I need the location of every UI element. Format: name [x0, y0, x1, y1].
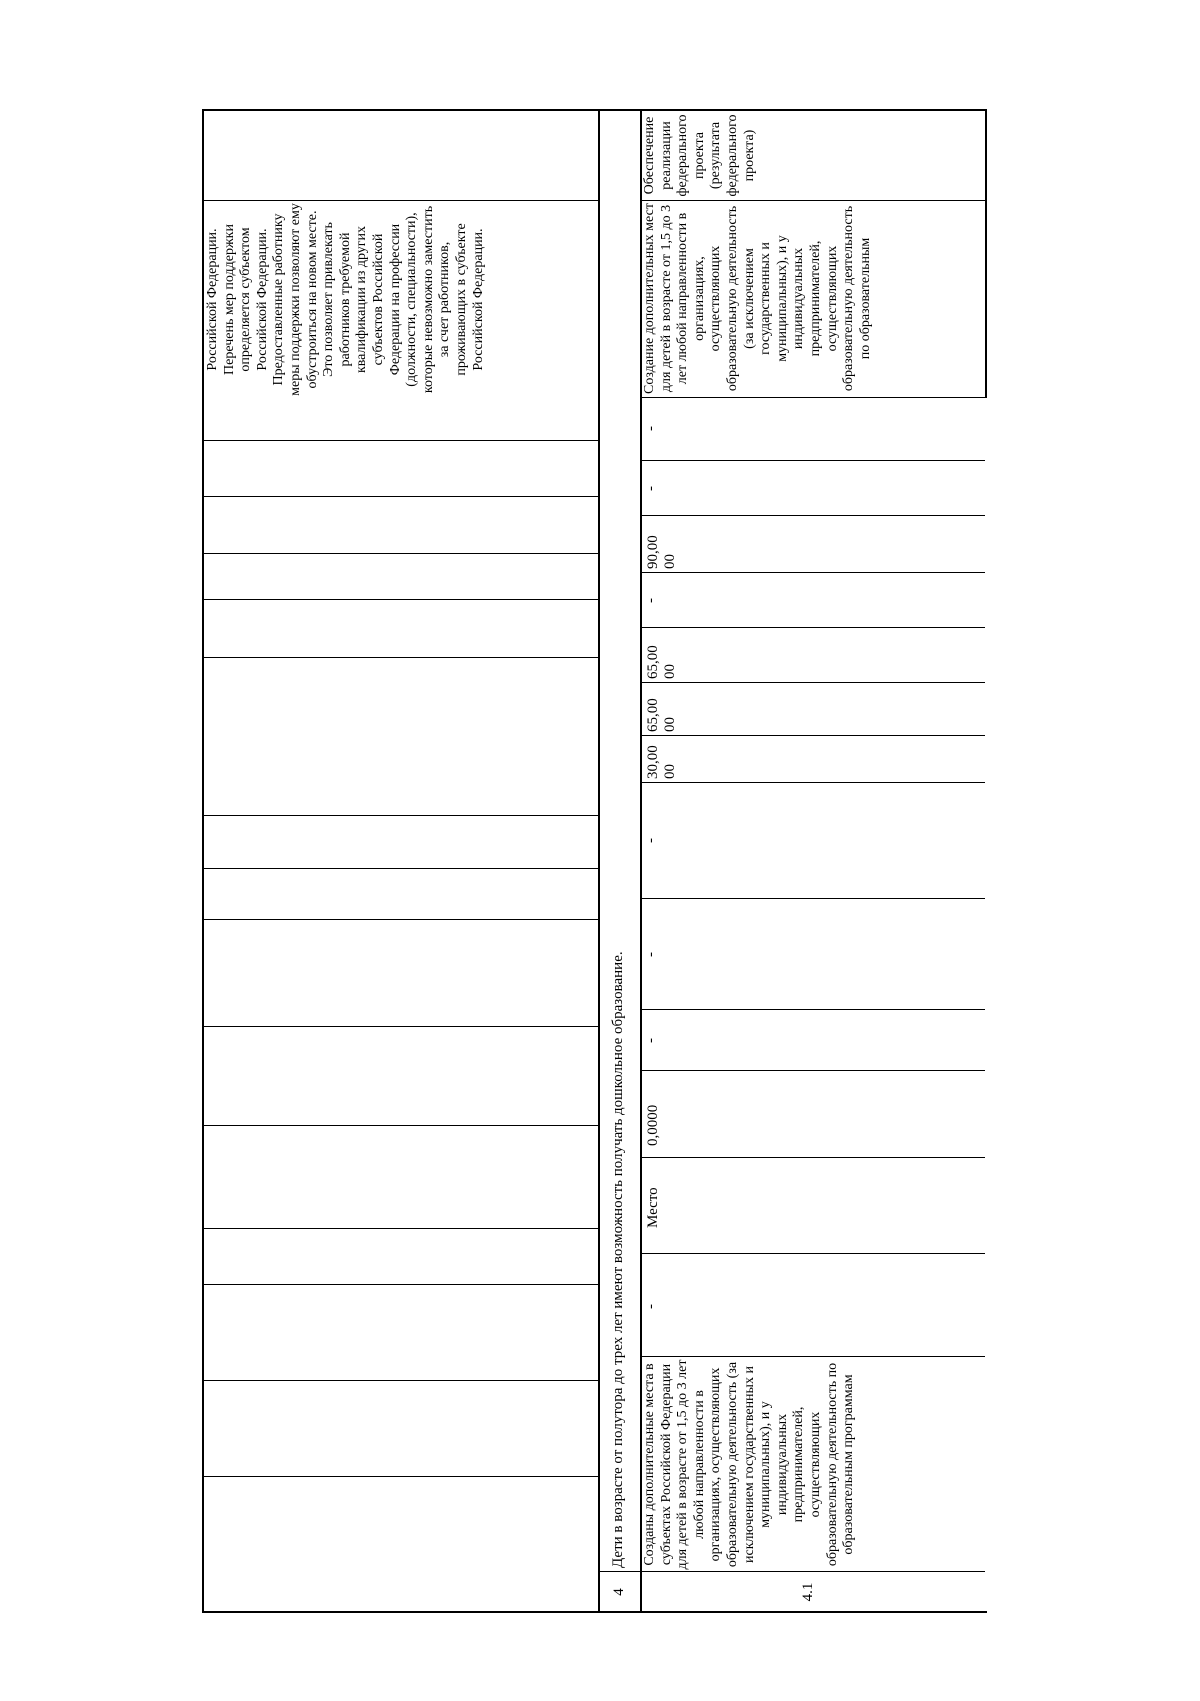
row-col-divider — [640, 460, 985, 461]
value-cell: 30,00 00 — [645, 745, 678, 779]
upper-col-divider — [202, 599, 598, 600]
upper-col-divider — [202, 440, 598, 441]
row-col-divider — [640, 397, 985, 398]
upper-col-divider — [202, 815, 598, 816]
dash-cell: - — [643, 838, 659, 843]
value-cell: 65,00 00 — [645, 698, 678, 732]
upper-col-divider — [202, 657, 598, 658]
table-top-border — [202, 110, 204, 1613]
row-col-divider — [640, 898, 985, 899]
row-col-divider — [640, 515, 985, 516]
row-col-divider — [640, 572, 985, 573]
upper-col-divider — [202, 1284, 598, 1285]
dash-cell: - — [643, 1038, 659, 1043]
table-right-border — [202, 109, 987, 111]
upper-col-divider — [202, 1380, 598, 1381]
row-number: 4.1 — [800, 1582, 816, 1602]
dash-cell: - — [643, 598, 659, 603]
dash-cell: - — [643, 1304, 659, 1309]
section-top-border — [598, 110, 600, 1613]
dash-cell: - — [643, 486, 659, 491]
row-col-divider — [640, 627, 985, 628]
upper-col-divider — [202, 496, 598, 497]
row-col-divider — [640, 735, 985, 736]
upper-col-divider — [202, 868, 598, 869]
table-right-edge — [985, 110, 987, 398]
section-number: 4 — [611, 1588, 627, 1596]
upper-col-divider — [202, 1125, 598, 1126]
row-col-divider — [640, 682, 985, 683]
table-left-border — [202, 1611, 987, 1613]
value-cell: 65,00 00 — [645, 645, 678, 679]
upper-col-divider — [202, 1026, 598, 1027]
section-title: Дети в возрасте от полутора до трех лет имеют возможность получать дошкольное образование. — [610, 951, 626, 1568]
dash-cell: - — [643, 426, 659, 431]
upper-col-divider — [202, 1476, 598, 1477]
result-name: Созданы дополнительные места в субъектах Российской Федерации для детей в возрасте от 1,5 до 3 лет любой направленности в организациях, осуществляющих образовательную деятельность (за исключением государственных и муниципальных), и у индивидуальных предпринимателей, осуществляющих образовательную деятельность по образовательным программам — [642, 1359, 857, 1570]
indicator-characteristic: Обеспечение реализации федерального проекта (результата федерального проекта) — [642, 114, 757, 197]
row-col-divider — [640, 200, 985, 201]
value-cell: 90,00 00 — [645, 535, 678, 569]
upper-col-divider — [202, 919, 598, 920]
section-number-divider — [598, 1571, 641, 1572]
dash-cell: - — [643, 952, 659, 957]
row-col-divider — [640, 1157, 985, 1158]
indicator-description: Создание дополнительных мест для детей в возрасте от 1,5 до 3 лет любой направленности в организациях, осуществляющих образовательную деятельность (за исключением государственных и муниципальных), и у индивидуальных предпринимателей, осуществляющих образовательную деятельность по образовательным — [642, 203, 873, 394]
row-col-divider — [640, 1070, 985, 1071]
row-col-divider — [640, 782, 985, 783]
row-col-divider — [640, 1571, 985, 1572]
upper-col-divider — [202, 1228, 598, 1229]
upper-description-text: Российской Федерации. Перечень мер поддержки определяется субъектом Российской Федерации. Предоставленные работнику меры поддержки позволяют ему обустроиться на новом месте. Это позволяет привлекать работников требуемой квалификации из других субъектов Российской Федерации на профессии (должности, специальности), которые невозможно заместить за счет работников, проживающих в субъекте Российской Федерации. — [205, 203, 486, 396]
upper-col-divider — [202, 553, 598, 554]
row-col-divider — [640, 1253, 985, 1254]
base-value-cell: 0,0000 — [645, 1104, 661, 1146]
row-col-divider — [640, 1356, 985, 1357]
row-col-divider — [640, 1009, 985, 1010]
unit-cell: Место — [645, 1187, 661, 1228]
